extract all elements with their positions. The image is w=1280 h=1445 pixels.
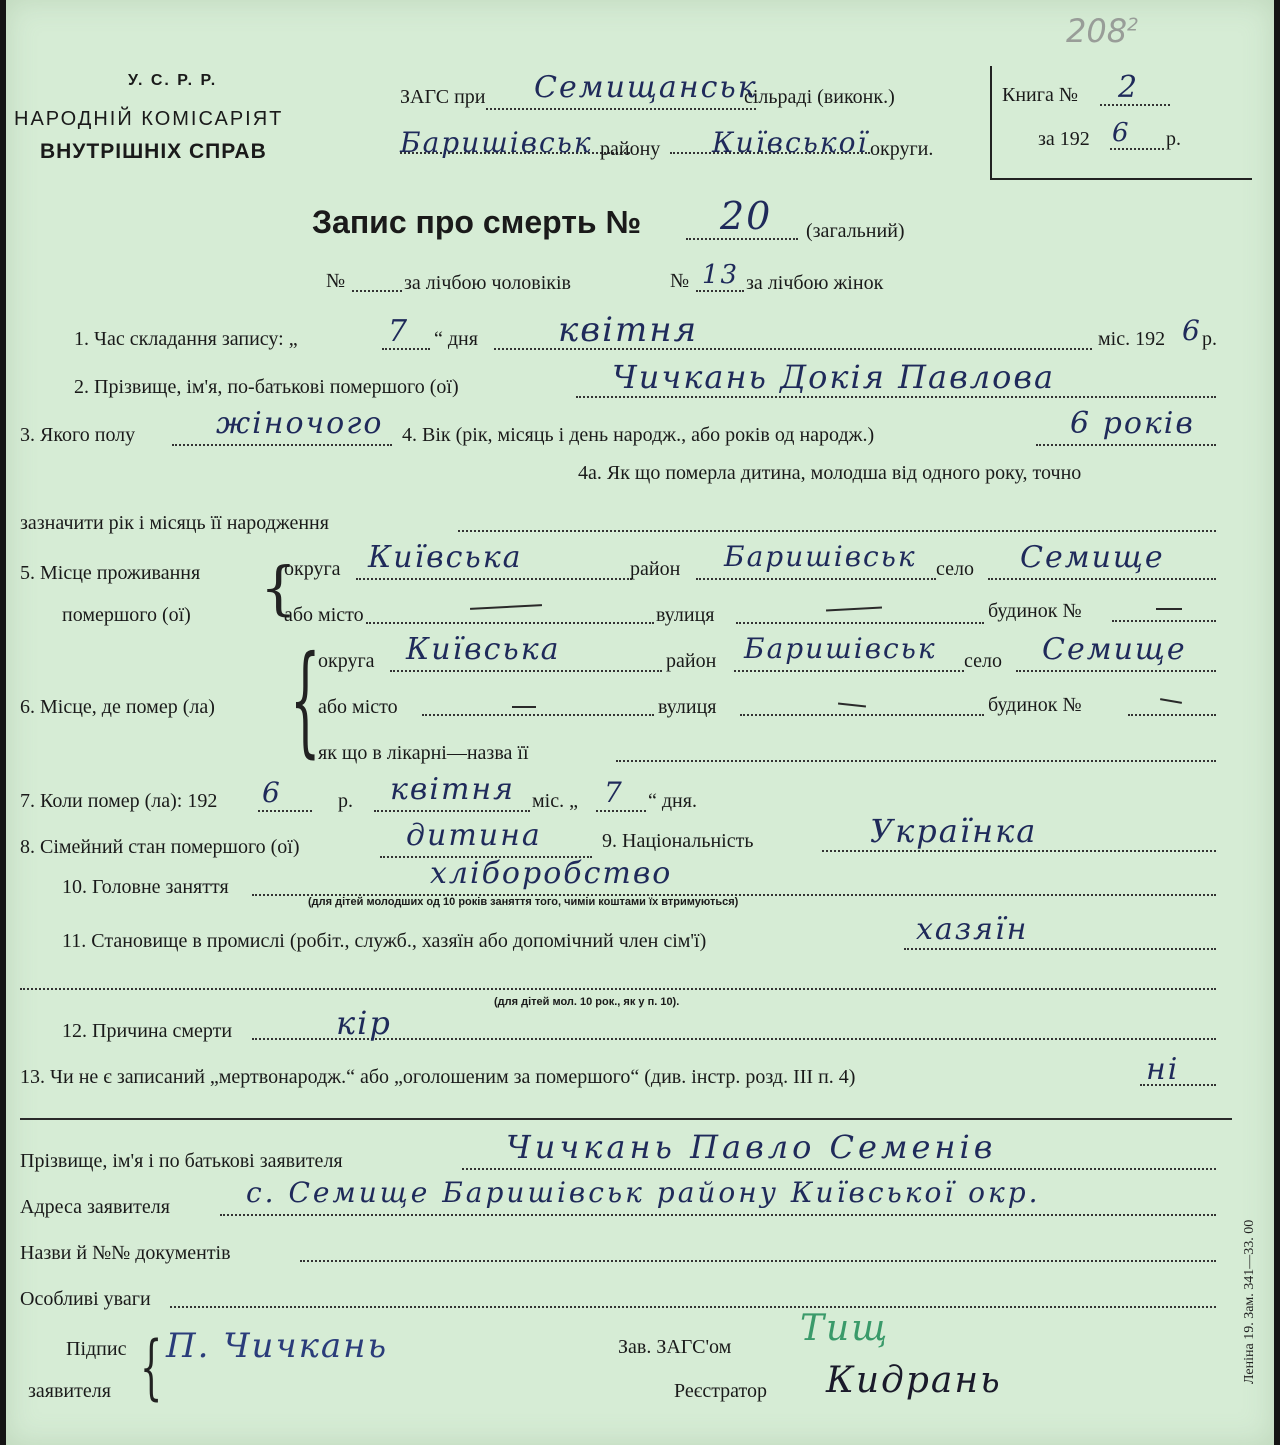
section-divider xyxy=(20,1118,1232,1120)
f5-raion-line xyxy=(696,578,936,580)
record-number: 20 xyxy=(720,194,773,238)
f1-year: 6 xyxy=(1182,314,1202,347)
ministry-line2: ВНУТРІШНІХ СПРАВ xyxy=(40,140,267,163)
f6-raion-label: район xyxy=(666,650,717,672)
f1-year-suffix: р. xyxy=(1202,328,1217,350)
docs-label: Назви й №№ документів xyxy=(20,1242,231,1264)
f4a-line2: зазначити рік і місяць її народження xyxy=(20,512,329,534)
applicant-signature: П. Чичкань xyxy=(166,1326,389,1366)
okruha-value: Київської xyxy=(712,126,869,159)
f6-budynok-line xyxy=(1128,714,1216,716)
f6-misto-dash xyxy=(512,706,536,708)
f5-brace: { xyxy=(260,554,297,622)
okruha-label: округи. xyxy=(870,138,934,160)
f6-vulytsia-label: вулиця xyxy=(658,696,717,718)
record-suffix: (загальний) xyxy=(806,220,905,242)
year-suffix: р. xyxy=(1166,128,1181,150)
docs-line xyxy=(300,1260,1216,1262)
f8-value: дитина xyxy=(406,818,542,853)
applicant-address-line xyxy=(220,1214,1216,1216)
f3-label: 3. Якого полу xyxy=(20,424,136,446)
f2-value: Чичкань Докія Павлова xyxy=(612,358,1056,396)
f8-label: 8. Сімейний стан помершого (ої) xyxy=(20,836,300,858)
f4-line xyxy=(1036,444,1216,446)
f1-month-label: міс. 192 xyxy=(1098,328,1166,350)
republic-label: У. С. Р. Р. xyxy=(128,72,218,89)
f6-hospital-label: як що в лікарні—назва її xyxy=(318,742,529,764)
women-label: за лічбою жінок xyxy=(746,272,884,294)
sign-label2: заявителя xyxy=(28,1380,111,1402)
f5-vulytsia-line xyxy=(736,622,984,624)
f6-misto-line xyxy=(422,714,654,716)
women-no: 13 xyxy=(702,260,740,290)
f12-line xyxy=(252,1038,1216,1040)
f13-value: ні xyxy=(1146,1052,1180,1087)
head-signature: Тищ xyxy=(800,1308,890,1349)
f5-okruha-label: округа xyxy=(284,558,341,580)
f5-vulytsia-dash xyxy=(826,607,882,612)
f13-label: 13. Чи не є записаний „мертвонародж.“ або „оголошеним за помершого“ (див. інстр. розд. III п. 4) xyxy=(20,1066,856,1088)
f7-month-line xyxy=(374,810,530,812)
applicant-name-line xyxy=(462,1168,1216,1170)
f10-note: (для дітей молодших од 10 років заняття того, чиміи коштами їх втримуються) xyxy=(308,896,739,908)
f5-selo-label: село xyxy=(936,558,974,580)
f6-selo-line xyxy=(1016,670,1216,672)
f5-raion: Баришівськ xyxy=(724,540,917,573)
f6-okruha: Київська xyxy=(406,632,561,667)
f5-selo-line xyxy=(988,578,1216,580)
f11-line-b xyxy=(20,988,1216,990)
f6-budynok-label: будинок № xyxy=(988,694,1082,716)
sign-label1: Підпис xyxy=(66,1338,127,1360)
f7-mis: міс. „ xyxy=(532,790,578,812)
f7-year-line xyxy=(258,810,312,812)
f9-label: 9. Національність xyxy=(602,830,754,852)
applicant-name: Чичкань Павло Семенів xyxy=(506,1128,997,1166)
f11-line-a xyxy=(904,948,1216,950)
applicant-name-label: Прізвище, ім'я і по батькові заявителя xyxy=(20,1150,343,1172)
f3-line xyxy=(172,444,392,446)
f6-vulytsia-line xyxy=(740,714,984,716)
f6-brace: { xyxy=(290,631,321,770)
f5-vulytsia-label: вулиця xyxy=(656,604,715,626)
f7-year: 6 xyxy=(262,776,282,809)
f1-day: 7 xyxy=(388,314,410,349)
year-value: 6 xyxy=(1112,118,1131,148)
f6-vulytsia-dash xyxy=(838,703,866,708)
f10-value: хліборобство xyxy=(430,856,673,891)
f5-label1: 5. Місце проживання xyxy=(20,562,201,584)
f6-selo-label: село xyxy=(964,650,1002,672)
zags-line xyxy=(486,108,756,110)
f7-label: 7. Коли помер (ла): 192 xyxy=(20,790,218,812)
notes-line xyxy=(170,1306,1216,1308)
f5-budynok-label: будинок № xyxy=(988,600,1082,622)
printer-mark: Леніна 19. Зам. 341—33. 00 xyxy=(1242,1219,1257,1384)
women-no-label: № xyxy=(670,270,690,292)
year-label: за 192 xyxy=(1038,128,1090,150)
f6-raion-line xyxy=(734,670,964,672)
f2-line xyxy=(576,396,1216,398)
f6-okruha-line xyxy=(390,670,662,672)
ministry-line1: НАРОДНІЙ КОМІСАРІЯТ xyxy=(14,108,284,130)
f4-value: 6 років xyxy=(1070,406,1195,441)
applicant-address-label: Адреса заявителя xyxy=(20,1196,170,1218)
f7-month: квітня xyxy=(390,772,516,807)
f1-month: квітня xyxy=(558,310,699,350)
f6-label: 6. Місце, де помер (ла) xyxy=(20,696,215,718)
applicant-address: с. Семище Баришівськ району Київської окр. xyxy=(246,1176,1041,1209)
f10-label: 10. Головне заняття xyxy=(62,876,229,898)
men-no-label: № xyxy=(326,270,346,292)
registrar-signature: Кидрань xyxy=(826,1360,1002,1401)
men-label: за лічбою чоловіків xyxy=(404,272,571,294)
zags-label: ЗАГС при xyxy=(400,86,486,108)
f5-budynok-dash xyxy=(1156,608,1182,610)
notes-label: Особливі уваги xyxy=(20,1288,151,1310)
f2-label: 2. Прізвище, ім'я, по-батькові помершого (ої) xyxy=(74,376,459,398)
year-line xyxy=(1110,148,1164,150)
f6-budynok-dash xyxy=(1160,698,1182,704)
f5-raion-label: район xyxy=(630,558,681,580)
f5-misto-label: або місто xyxy=(284,604,364,626)
record-number-line xyxy=(686,238,798,240)
archive-number: $208^2$ xyxy=(1066,12,1139,50)
f12-label: 12. Причина смерти xyxy=(62,1020,233,1042)
f1-label: 1. Час складання запису: „ xyxy=(74,328,298,350)
men-no-line xyxy=(352,290,402,292)
f5-label2: помершого (ої) xyxy=(62,604,191,626)
f4-label: 4. Вік (рік, місяць і день народж., або років од народж.) xyxy=(402,424,875,446)
f3-value: жіночого xyxy=(216,406,384,441)
f6-hospital-line xyxy=(616,760,1216,762)
f4a-line1: 4а. Як що померла дитина, молодша від одного року, точно xyxy=(578,462,1082,484)
registrar-label: Реєстратор xyxy=(674,1380,768,1402)
f6-misto-label: або місто xyxy=(318,696,398,718)
f7-r: р. xyxy=(338,790,353,812)
f6-raion: Баришівськ xyxy=(744,632,937,665)
f7-day-suffix: “ дня. xyxy=(648,790,697,812)
selrada-label: сільраді (виконк.) xyxy=(744,86,895,108)
f5-budynok-line xyxy=(1112,620,1216,622)
f4a-dotline xyxy=(458,530,1216,532)
f11-label: 11. Становище в промислі (робіт., служб., хазяїн або допомічний член сім'ї) xyxy=(62,930,707,952)
f6-selo: Семище xyxy=(1042,632,1187,667)
f5-misto-dash xyxy=(470,604,542,610)
f9-line xyxy=(822,850,1216,852)
zags-value: Семищанськ xyxy=(534,70,758,105)
f11-note: (для дітей мол. 10 рок., як у п. 10). xyxy=(494,996,680,1008)
book-value: 2 xyxy=(1118,70,1140,105)
f6-okruha-label: округа xyxy=(318,650,375,672)
f1-day-suffix: “ дня xyxy=(434,328,478,350)
head-label: Зав. ЗАГС'ом xyxy=(618,1336,732,1358)
record-title: Запис про смерть № xyxy=(312,204,642,240)
f5-okruha: Київська xyxy=(368,540,523,575)
death-record-form xyxy=(6,0,1274,1445)
f11-value: хазяїн xyxy=(916,912,1029,947)
district-label: району xyxy=(600,138,661,160)
district-value: Баришівськ xyxy=(400,126,593,159)
f5-okruha-line xyxy=(356,578,632,580)
women-no-line xyxy=(696,290,744,292)
f5-selo: Семище xyxy=(1020,540,1165,575)
f12-value: кір xyxy=(336,1004,392,1042)
f7-day-line xyxy=(596,810,646,812)
sign-brace: { xyxy=(140,1326,163,1408)
f7-day: 7 xyxy=(604,776,624,809)
f5-misto-line xyxy=(366,622,654,624)
f9-value: Українка xyxy=(870,812,1038,850)
book-label: Книга № xyxy=(1002,84,1078,106)
